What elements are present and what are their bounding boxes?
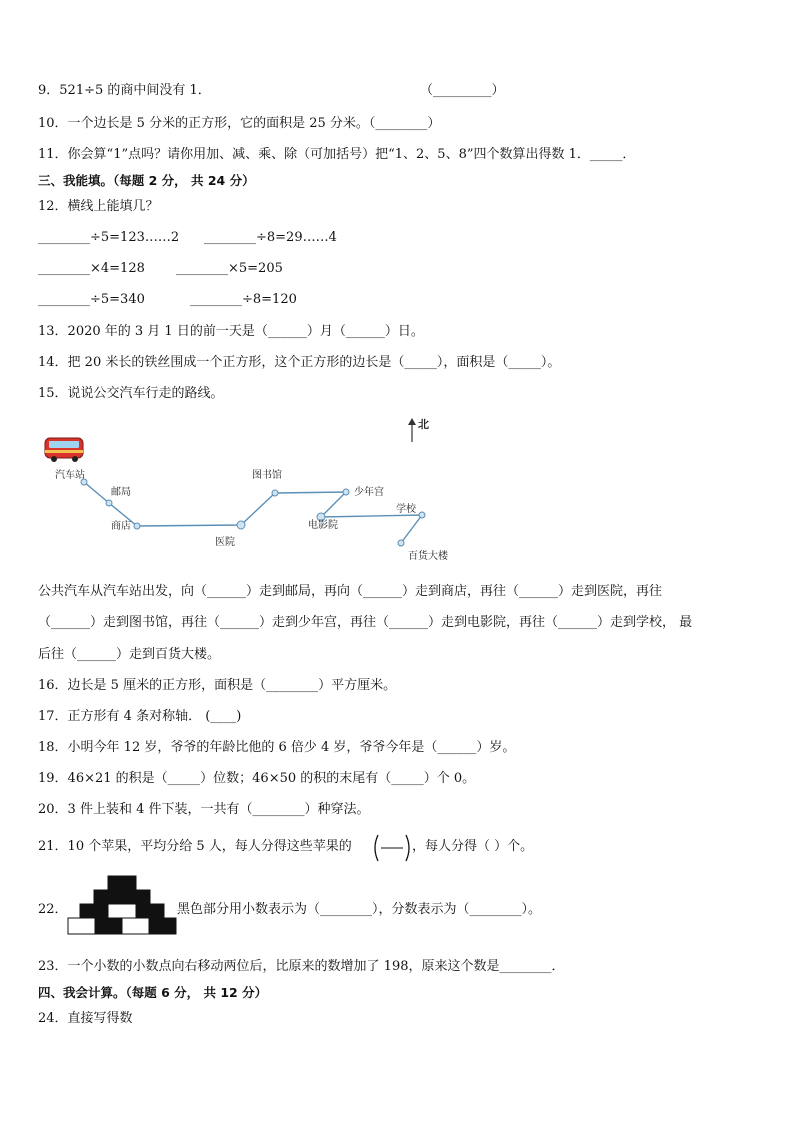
bus-route-map [0,410,794,585]
q12-row3-right: ________÷8=120 [190,292,297,307]
north-arrow-icon [408,418,416,442]
question-24: 24．直接写得数 [38,1011,133,1026]
question-21-before: 21．10 个苹果，平均分给 5 人，每人分得这些苹果的 [38,839,352,854]
q12-row1-left: ________÷5=123……2 [38,230,180,245]
place-cinema: 电影院 [308,520,338,531]
question-10: 10．一个边长是 5 分米的正方形，它的面积是 25 分米。（________） [38,116,441,131]
question-22-number: 22． [38,902,68,917]
place-library: 图书馆 [252,470,282,481]
question-9 [38,82,211,100]
question-15-title: 15．说说公交汽车行走的路线。 [38,386,224,401]
question-9-text: 9．521÷5 的商中间没有 1． [38,83,211,98]
fraction-blank-icon [372,833,412,863]
question-15-line-2: （______）走到图书馆，再往（______）走到少年宫，再往（______）走到电影院，再往（______）走到学校， 最 [38,615,693,630]
question-21-after: ，每人分得（ ）个。 [412,839,534,854]
place-shop: 商店 [111,521,131,532]
q12-row1-right: ________÷8=29……4 [204,230,337,245]
question-23: 23．一个小数的小数点向右移动两位后，比原来的数增加了 198，原来这个数是________． [38,959,565,974]
place-department-store: 百货大楼 [408,551,448,562]
question-17: 17．正方形有 4 条对称轴． (____) [38,709,242,724]
question-9-answer: （_________） [420,83,505,98]
pyramid-figure [67,874,177,938]
q12-row3-left: ________÷5=340 [38,292,145,307]
question-22-text: 黑色部分用小数表示为（________），分数表示为（________）。 [177,902,542,917]
question-19: 19．46×21 的积是（_____）位数；46×50 的积的末尾有（_____）个 0。 [38,771,476,786]
place-bus-station: 汽车站 [55,470,85,481]
bus-icon [45,438,83,462]
north-label: 北 [418,418,429,431]
question-14: 14．把 20 米长的铁丝围成一个正方形，这个正方形的边长是（_____），面积是（_____）。 [38,355,561,370]
question-13: 13．2020 年的 3 月 1 日的前一天是（______）月（______）日。 [38,324,424,339]
place-youth-palace: 少年宫 [354,487,384,498]
place-hospital: 医院 [215,537,235,548]
question-15-line-3: 后往（______）走到百货大楼。 [38,647,221,662]
q12-row2-left: ________×4=128 [38,261,145,276]
question-16: 16．边长是 5 厘米的正方形，面积是（________）平方厘米。 [38,678,397,693]
section-3-heading: 三、我能填。（每题 2 分， 共 24 分） [38,173,255,188]
place-post-office: 邮局 [111,487,131,498]
place-school: 学校 [396,504,416,515]
question-12-title: 12．横线上能填几？ [38,199,159,214]
question-11: 11．你会算“1”点吗？请你用加、减、乘、除（可加括号）把“1、2、5、8”四个数算出得数 1．_____． [38,147,636,162]
q12-row2-right: ________×5=205 [176,261,283,276]
section-4-heading: 四、我会计算。（每题 6 分， 共 12 分） [38,985,268,1000]
question-20: 20．3 件上装和 4 件下装，一共有（________）种穿法。 [38,802,370,817]
question-18: 18．小明今年 12 岁，爷爷的年龄比他的 6 倍少 4 岁，爷爷今年是（______）岁。 [38,740,516,755]
question-15-line-1: 公共汽车从汽车站出发，向（______）走到邮局，再向（______）走到商店，再往（______）走到医院，再往 [38,584,663,599]
